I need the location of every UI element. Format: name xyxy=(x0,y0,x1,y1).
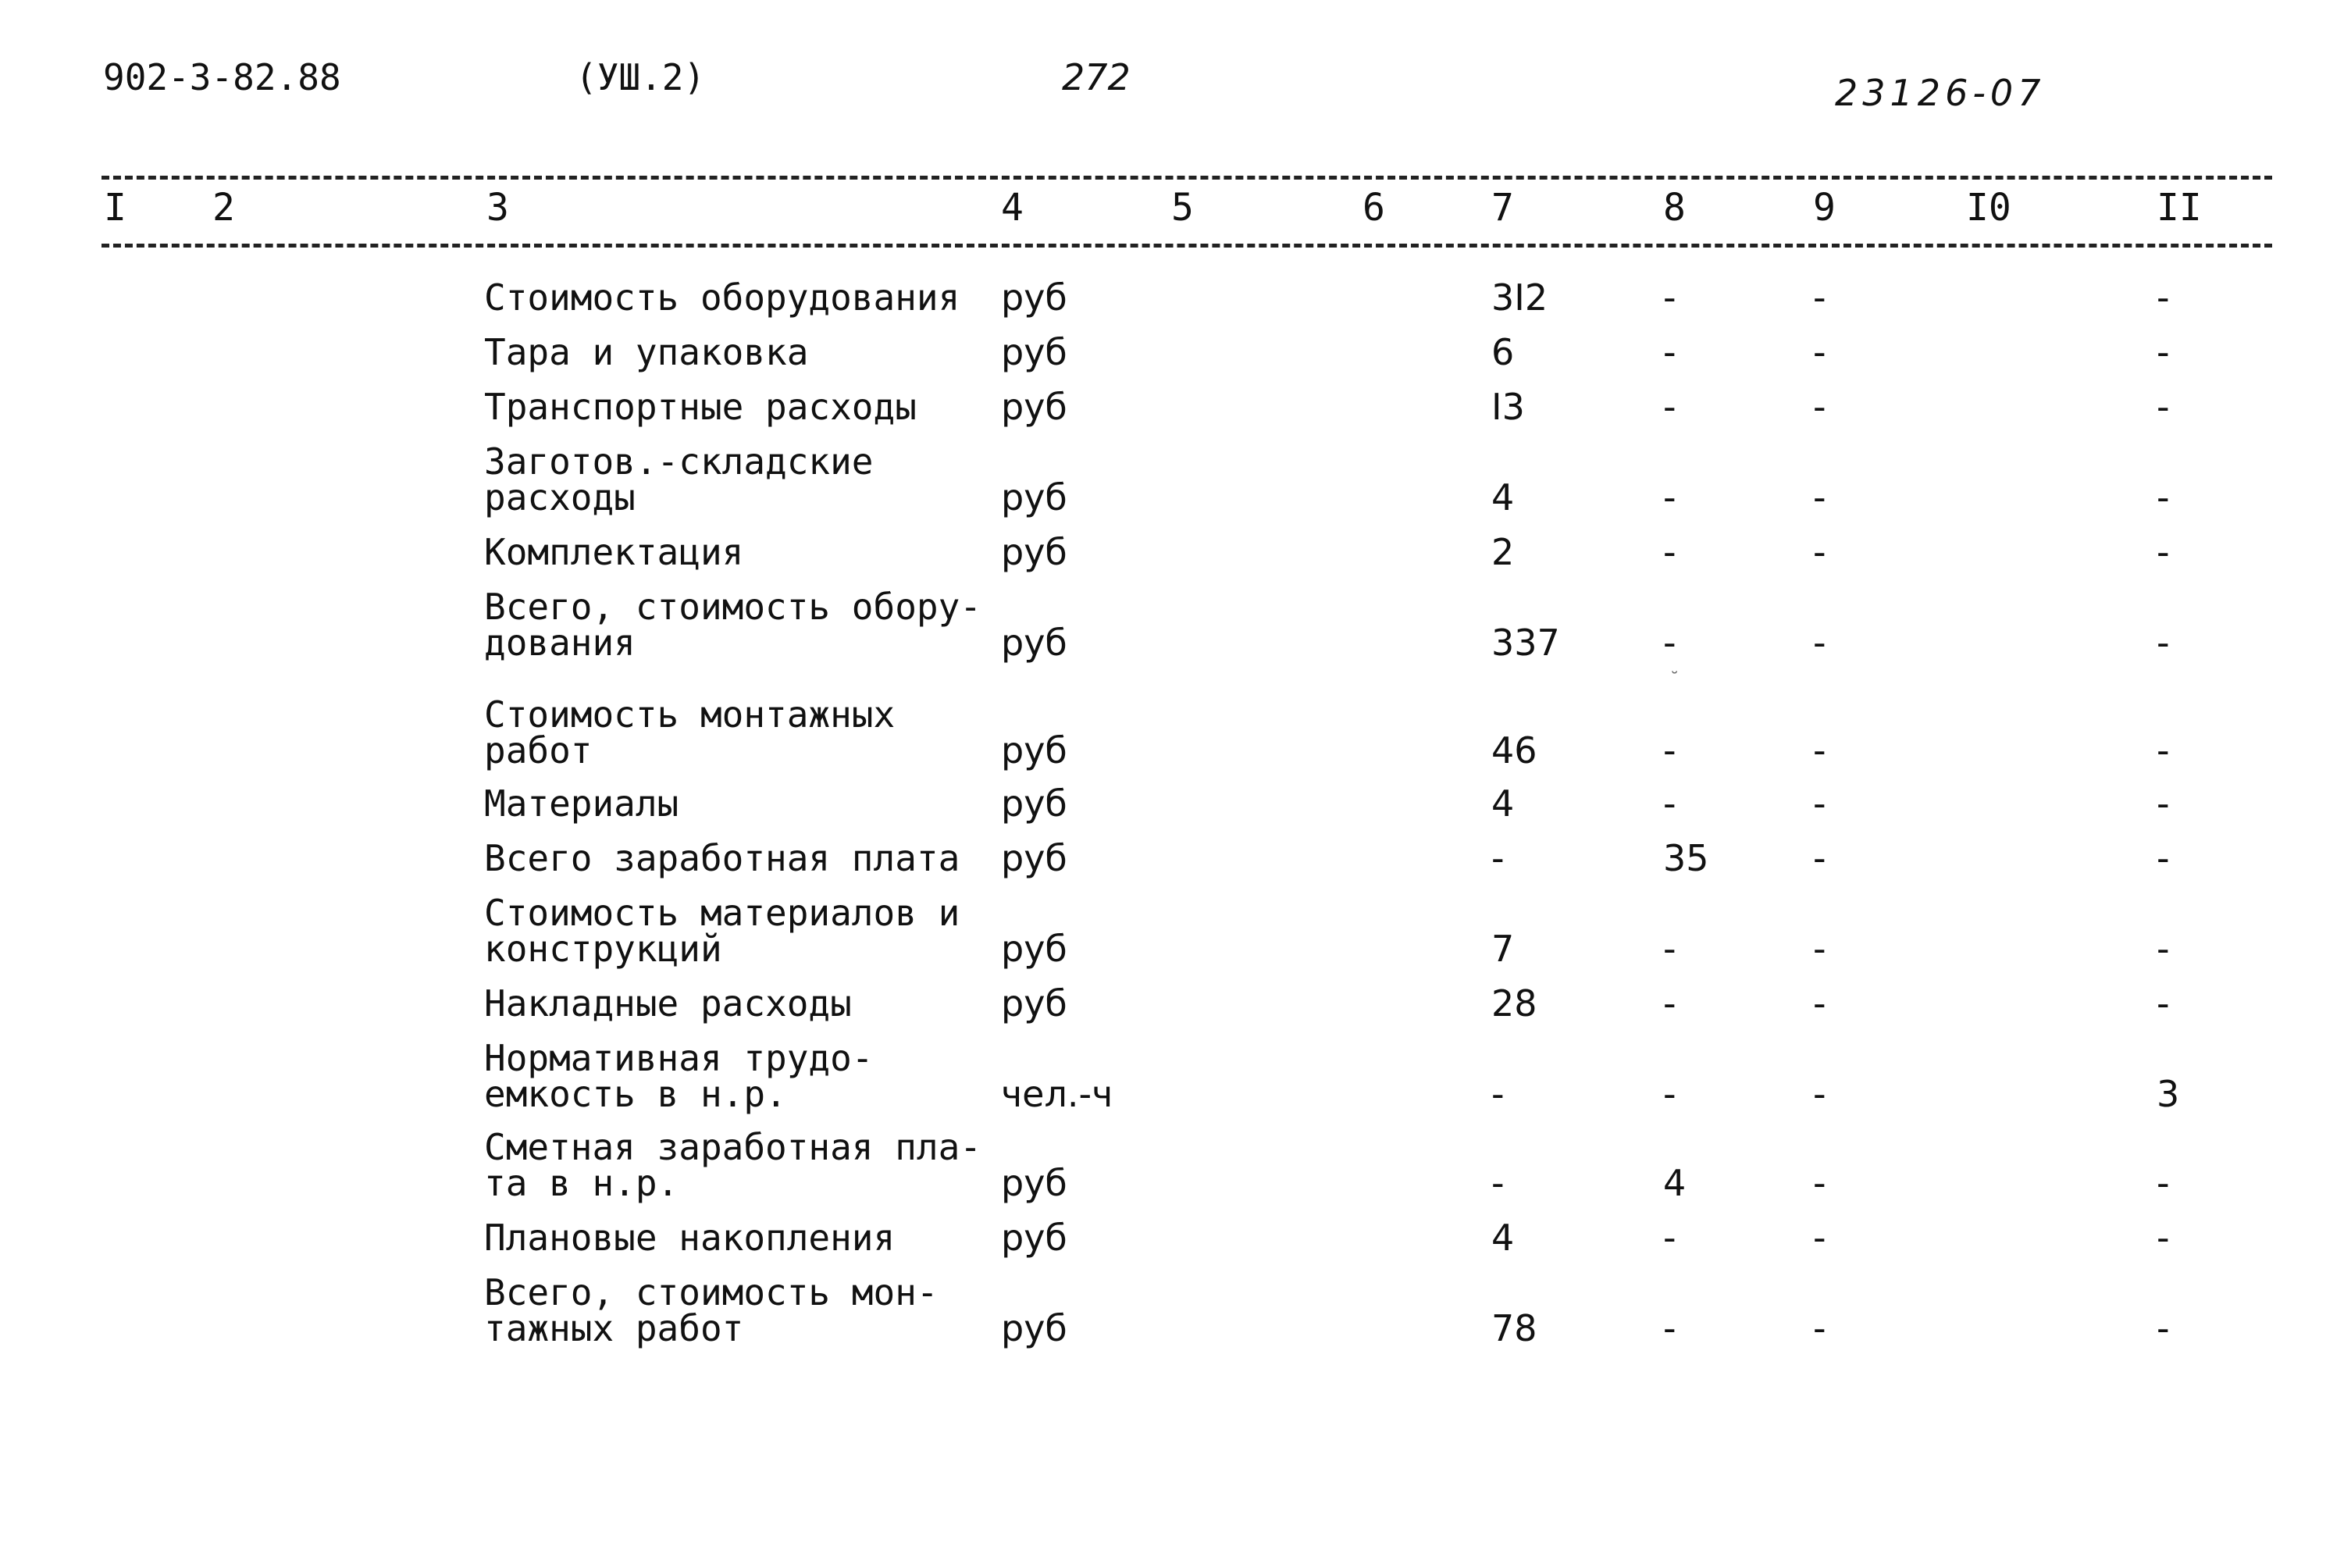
row-name: Сметная заработная пла- та в н.р. xyxy=(484,1126,981,1204)
row-col7: 4 xyxy=(1491,476,1515,519)
sheet-code: 23126-07 xyxy=(1835,72,2046,114)
row-name: Всего, стоимость мон- тажных работ xyxy=(484,1271,939,1349)
row-name: Стоимость материалов и конструкций xyxy=(484,892,960,970)
row-col9: - xyxy=(1813,531,1826,573)
column-number-5: 5 xyxy=(1171,186,1194,230)
row-col7: 4 xyxy=(1491,782,1515,825)
header-bottom-rule xyxy=(102,244,2272,248)
row-col9: - xyxy=(1813,837,1826,879)
row-unit: чел.-ч xyxy=(1001,1073,1113,1115)
row-col7: 7 xyxy=(1491,928,1515,970)
row-col8: - xyxy=(1663,928,1676,970)
row-col7: - xyxy=(1491,837,1505,879)
row-name: Стоимость оборудования xyxy=(484,276,960,319)
row-name: Нормативная трудо- емкость в н.р. xyxy=(484,1037,874,1115)
row-col9: - xyxy=(1813,782,1826,825)
row-col8: - xyxy=(1663,782,1676,825)
row-col9: - xyxy=(1813,982,1826,1025)
row-col7: 78 xyxy=(1491,1307,1537,1349)
page-number: 272 xyxy=(1062,56,1131,98)
row-unit: руб xyxy=(1001,982,1067,1025)
column-number-3: 3 xyxy=(486,186,509,230)
row-col7: 2 xyxy=(1491,531,1515,573)
row-col9: - xyxy=(1813,1162,1826,1204)
row-col8: - xyxy=(1663,1217,1676,1259)
row-unit: руб xyxy=(1001,1307,1067,1349)
row-col8: - xyxy=(1663,386,1676,428)
row-name: Накладные расходы xyxy=(484,982,852,1025)
row-col8: - xyxy=(1663,622,1676,664)
section-number: (УШ.2) xyxy=(575,56,706,98)
row-col11: - xyxy=(2157,276,2170,319)
row-name: Всего, стоимость обору- дования xyxy=(484,586,981,664)
row-col8: - xyxy=(1663,476,1676,519)
row-col9: - xyxy=(1813,276,1826,319)
row-col8: - xyxy=(1663,531,1676,573)
column-number-9: 9 xyxy=(1813,186,1836,230)
row-unit: руб xyxy=(1001,1162,1067,1204)
row-col9: - xyxy=(1813,386,1826,428)
row-col7: I3 xyxy=(1491,386,1525,428)
row-unit: руб xyxy=(1001,837,1067,879)
row-col9: - xyxy=(1813,622,1826,664)
row-col8: 35 xyxy=(1663,837,1709,879)
row-col7: 337 xyxy=(1491,622,1560,664)
row-col9: - xyxy=(1813,729,1826,772)
row-col8: - xyxy=(1663,982,1676,1025)
row-col11: - xyxy=(2157,982,2170,1025)
document-code: 902-3-82.88 xyxy=(103,56,341,98)
row-name: Материалы xyxy=(484,782,679,825)
header-top-rule xyxy=(102,176,2272,180)
row-unit: руб xyxy=(1001,476,1067,519)
row-name: Заготов.-складские расходы xyxy=(484,440,874,519)
row-col11: - xyxy=(2157,531,2170,573)
row-col7: 28 xyxy=(1491,982,1537,1025)
row-col11: - xyxy=(2157,782,2170,825)
row-col9: - xyxy=(1813,476,1826,519)
row-col8: - xyxy=(1663,729,1676,772)
row-col7: - xyxy=(1491,1073,1505,1115)
row-name: Тара и упаковка xyxy=(484,331,809,373)
row-unit: руб xyxy=(1001,531,1067,573)
row-col11: - xyxy=(2157,331,2170,373)
row-col7: 6 xyxy=(1491,331,1515,373)
row-col9: - xyxy=(1813,1217,1826,1259)
row-unit: руб xyxy=(1001,928,1067,970)
column-number-1: I xyxy=(104,186,126,230)
row-name: Стоимость монтажных работ xyxy=(484,693,896,772)
row-col11: - xyxy=(2157,837,2170,879)
row-col11: - xyxy=(2157,386,2170,428)
row-col11: - xyxy=(2157,622,2170,664)
row-col8: 4 xyxy=(1663,1162,1687,1204)
row-col7: 4 xyxy=(1491,1217,1515,1259)
column-number-10: I0 xyxy=(1966,186,2011,230)
row-col11: - xyxy=(2157,1307,2170,1349)
row-col11: - xyxy=(2157,1217,2170,1259)
row-col11: - xyxy=(2157,928,2170,970)
row-col8: - xyxy=(1663,276,1676,319)
row-col7: - xyxy=(1491,1162,1505,1204)
row-col11: - xyxy=(2157,729,2170,772)
row-col11: 3 xyxy=(2157,1073,2180,1115)
row-col9: - xyxy=(1813,1073,1826,1115)
column-number-7: 7 xyxy=(1491,186,1514,230)
row-col11: - xyxy=(2157,1162,2170,1204)
column-number-4: 4 xyxy=(1001,186,1024,230)
row-col7: 3I2 xyxy=(1491,276,1548,319)
row-name: Всего заработная плата xyxy=(484,837,960,879)
column-number-8: 8 xyxy=(1663,186,1686,230)
row-unit: руб xyxy=(1001,386,1067,428)
column-number-6: 6 xyxy=(1363,186,1385,230)
row-unit: руб xyxy=(1001,622,1067,664)
row-unit: руб xyxy=(1001,729,1067,772)
row-name: Плановые накопления xyxy=(484,1217,896,1259)
column-number-11: II xyxy=(2157,186,2202,230)
row-unit: руб xyxy=(1001,331,1067,373)
row-col7: 46 xyxy=(1491,729,1537,772)
row-name: Транспортные расходы xyxy=(484,386,917,428)
row-col9: - xyxy=(1813,331,1826,373)
stray-mark: ˘ xyxy=(1669,670,1680,690)
row-col11: - xyxy=(2157,476,2170,519)
row-name: Комплектация xyxy=(484,531,744,573)
column-number-2: 2 xyxy=(212,186,235,230)
row-col9: - xyxy=(1813,928,1826,970)
row-col8: - xyxy=(1663,331,1676,373)
row-unit: руб xyxy=(1001,782,1067,825)
row-col8: - xyxy=(1663,1073,1676,1115)
row-col8: - xyxy=(1663,1307,1676,1349)
row-col9: - xyxy=(1813,1307,1826,1349)
row-unit: руб xyxy=(1001,276,1067,319)
row-unit: руб xyxy=(1001,1217,1067,1259)
